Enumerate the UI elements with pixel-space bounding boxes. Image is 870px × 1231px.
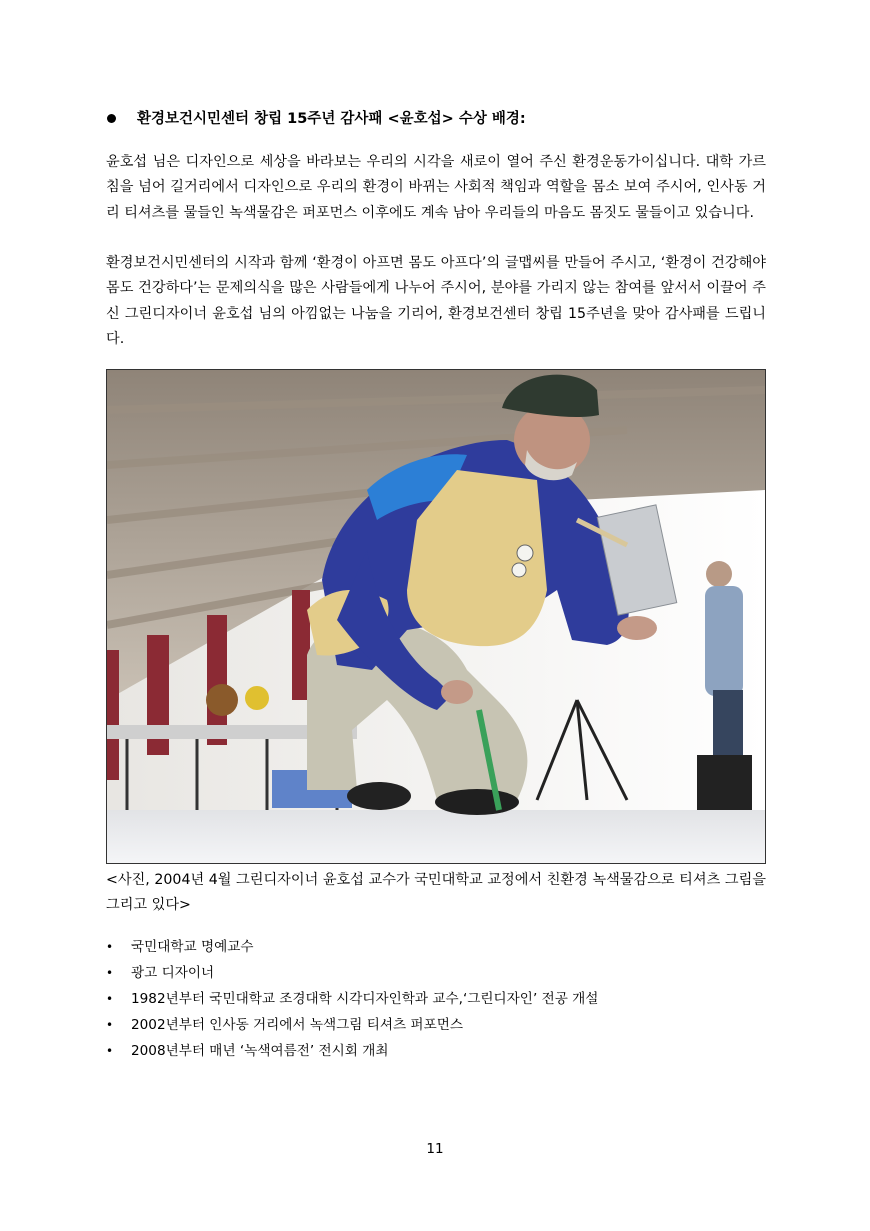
list-item-text: 2002년부터 인사동 거리에서 녹색그림 티셔츠 퍼포먼스 <box>131 1017 463 1033</box>
list-item-text: 국민대학교 명예교수 <box>131 939 254 955</box>
list-item <box>106 1038 766 1064</box>
bullet-dot-icon <box>107 114 116 123</box>
page-number: 11 <box>426 1141 444 1157</box>
list-item-text: 2008년부터 매년 ‘녹색여름전’ 전시회 개최 <box>131 1043 389 1059</box>
section-heading <box>106 107 766 131</box>
section-heading-text: 환경보건시민센터 창립 15주년 감사패 <윤호섭> 수상 배경: <box>137 111 526 127</box>
list-item <box>106 986 766 1012</box>
photo <box>106 369 766 864</box>
body-paragraph-2: 환경보건시민센터의 시작과 함께 ‘환경이 아프면 몸도 아프다’의 글맵씨를 만들어 주시고, ‘환경이 건강해야 몸도 건강하다’는 문제의식을 많은 사람들에게 나누어 주시어, 분야를 가리지 않는 참여를 앞서서 이끌어 주신 그린디자이너 윤호섭 님의 아낌없는 나눔을 기리어, 환경보건센터 창립 15주년을 맞아 감사패를 드립니다. <box>106 255 766 348</box>
bullet-icon: • <box>106 1018 114 1032</box>
bullet-list <box>106 934 766 1064</box>
bullet-icon: • <box>106 940 114 954</box>
bullet-icon: • <box>106 992 114 1006</box>
list-item-text: 1982년부터 국민대학교 조경대학 시각디자인학과 교수,‘그린디자인’ 전공 개설 <box>131 991 599 1007</box>
body-paragraph-1: 윤호섭 님은 디자인으로 세상을 바라보는 우리의 시각을 새로이 열어 주신 환경운동가이십니다. 대학 가르침을 넘어 길거리에서 디자인으로 우리의 환경이 바뀌는 사회적 책임과 역할을 몸소 보여 주시어, 인사동 거리 티셔츠를 물들인 녹색물감은 퍼포먼스 이후에도 계속 남아 우리들의 마음도 몸짓도 물들이고 있습니다. <box>106 154 766 221</box>
list-item <box>106 960 766 986</box>
bullet-icon: • <box>106 966 114 980</box>
photo-illustration <box>107 370 765 863</box>
list-item-text: 광고 디자이너 <box>131 965 215 981</box>
photo-caption: <사진, 2004년 4월 그린디자이너 윤호섭 교수가 국민대학교 교정에서 친환경 녹색물감으로 티셔츠 그림을 그리고 있다> <box>106 872 766 913</box>
list-item <box>106 934 766 960</box>
list-item <box>106 1012 766 1038</box>
bullet-icon: • <box>106 1044 114 1058</box>
